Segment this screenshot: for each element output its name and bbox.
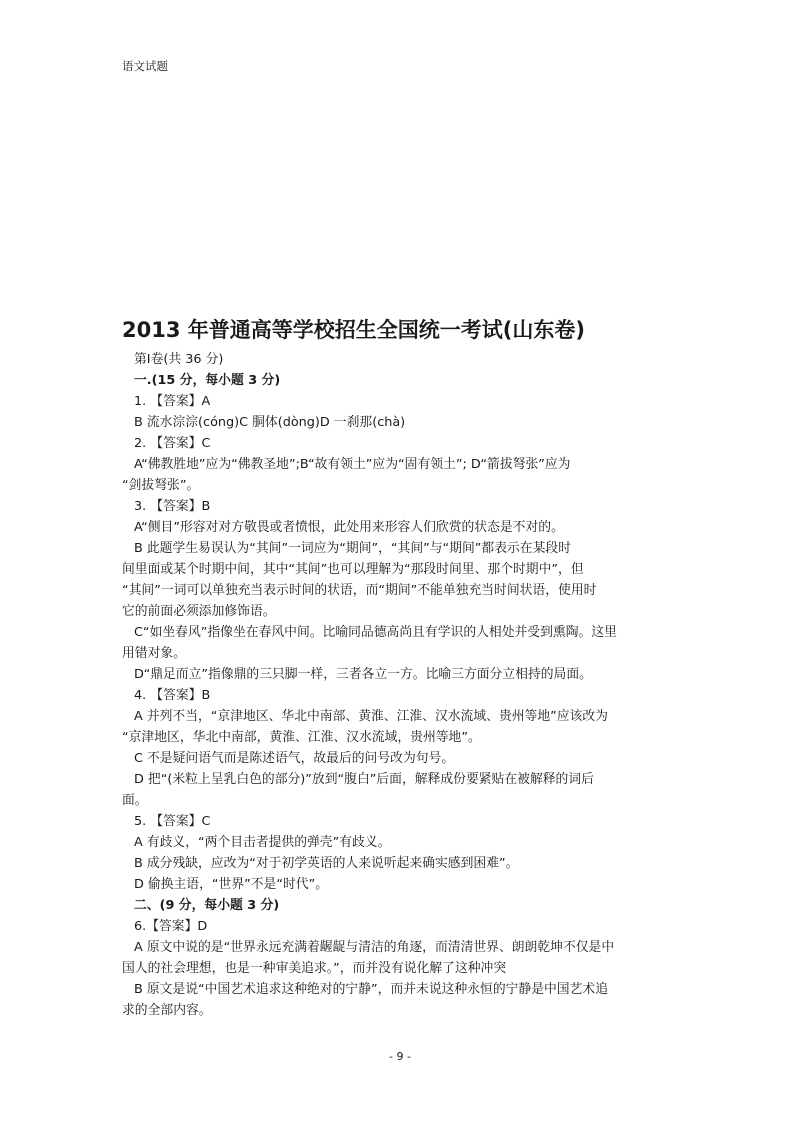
answer-line: 2. 【答案】C xyxy=(134,436,211,451)
explanation-line: D 偷换主语，“世界”不是“时代”。 xyxy=(134,877,329,892)
explanation-line: A“侧目”形容对对方敬畏或者愤恨，此处用来形容人们欣赏的状态是不对的。 xyxy=(134,520,564,535)
explanation-line: B 成分残缺，应改为“对于初学英语的人来说听起来确实感到困难”。 xyxy=(134,856,519,871)
explanation-line: C“如坐春风”指像坐在春风中间。比喻同品德高尚且有学识的人相处并受到熏陶。这里 xyxy=(134,625,617,640)
page-header: 语文试题 xyxy=(122,59,168,73)
section-heading: 一.(15 分，每小题 3 分) xyxy=(134,373,281,388)
section-line: 第Ⅰ卷(共 36 分) xyxy=(134,352,224,367)
explanation-line: 面。 xyxy=(122,793,148,808)
explanation-line: “京津地区，华北中南部，黄淮、江淮、汉水流域，贵州等地”。 xyxy=(122,730,481,745)
explanation-line: “剑拔弩张”。 xyxy=(122,478,200,493)
answer-body xyxy=(122,349,682,1021)
answer-line: 6.【答案】D xyxy=(134,919,208,934)
explanation-line: B 原文是说“中国艺术追求这种绝对的宁静”，而并未说这种永恒的宁静是中国艺术追 xyxy=(134,982,608,997)
page-number: - 9 - xyxy=(389,1050,411,1063)
answer-line: 5. 【答案】C xyxy=(134,814,211,829)
explanation-line: 国人的社会理想，也是一种审美追求。”，而并没有说化解了这种冲突 xyxy=(122,961,507,976)
page-title: 2013 年普通高等学校招生全国统一考试(山东卷) xyxy=(122,318,585,342)
answer-line: 3. 【答案】B xyxy=(134,499,211,514)
explanation-line: B 流水淙淙(cóng)C 胴体(dòng)D 一刹那(chà) xyxy=(134,415,406,430)
explanation-line: “其间”一词可以单独充当表示时间的状语，而“期间”不能单独充当时间状语，使用时 xyxy=(122,583,597,598)
explanation-line: 它的前面必须添加修饰语。 xyxy=(122,604,276,619)
explanation-line: A 原文中说的是“世界永远充满着龌龊与清洁的角逐，而清清世界、朗朗乾坤不仅是中 xyxy=(134,940,615,955)
explanation-line: 求的全部内容。 xyxy=(122,1003,212,1018)
explanation-line: 间里面或某个时期中间，其中“其间”也可以理解为“那段时间里、那个时期中”，但 xyxy=(122,562,584,577)
explanation-line: A 有歧义，“两个目击者提供的弹壳”有歧义。 xyxy=(134,835,391,850)
answer-line: 1. 【答案】A xyxy=(134,394,211,409)
explanation-line: B 此题学生易误认为“其间”一词应为“期间”，“其间”与“期间”都表示在某段时 xyxy=(134,541,571,556)
explanation-line: A“佛教胜地”应为“佛教圣地”;B“故有领土”应为“固有领土”; D“箭拔弩张”应为 xyxy=(134,457,571,472)
explanation-line: A 并列不当，“京津地区、华北中南部、黄淮、江淮、汉水流域、贵州等地”应该改为 xyxy=(134,709,608,724)
answer-line: 4. 【答案】B xyxy=(134,688,211,703)
explanation-line: D“鼎足而立”指像鼎的三只脚一样，三者各立一方。比喻三方面分立相持的局面。 xyxy=(134,667,592,682)
explanation-line: 用错对象。 xyxy=(122,646,186,661)
section-heading: 二、(9 分，每小题 3 分) xyxy=(134,898,280,913)
explanation-line: C 不是疑问语气而是陈述语气，故最后的问号改为句号。 xyxy=(134,751,455,766)
explanation-line: D 把“(米粒上呈乳白色的部分)”放到“腹白”后面，解释成份要紧贴在被解释的词后 xyxy=(134,772,594,787)
